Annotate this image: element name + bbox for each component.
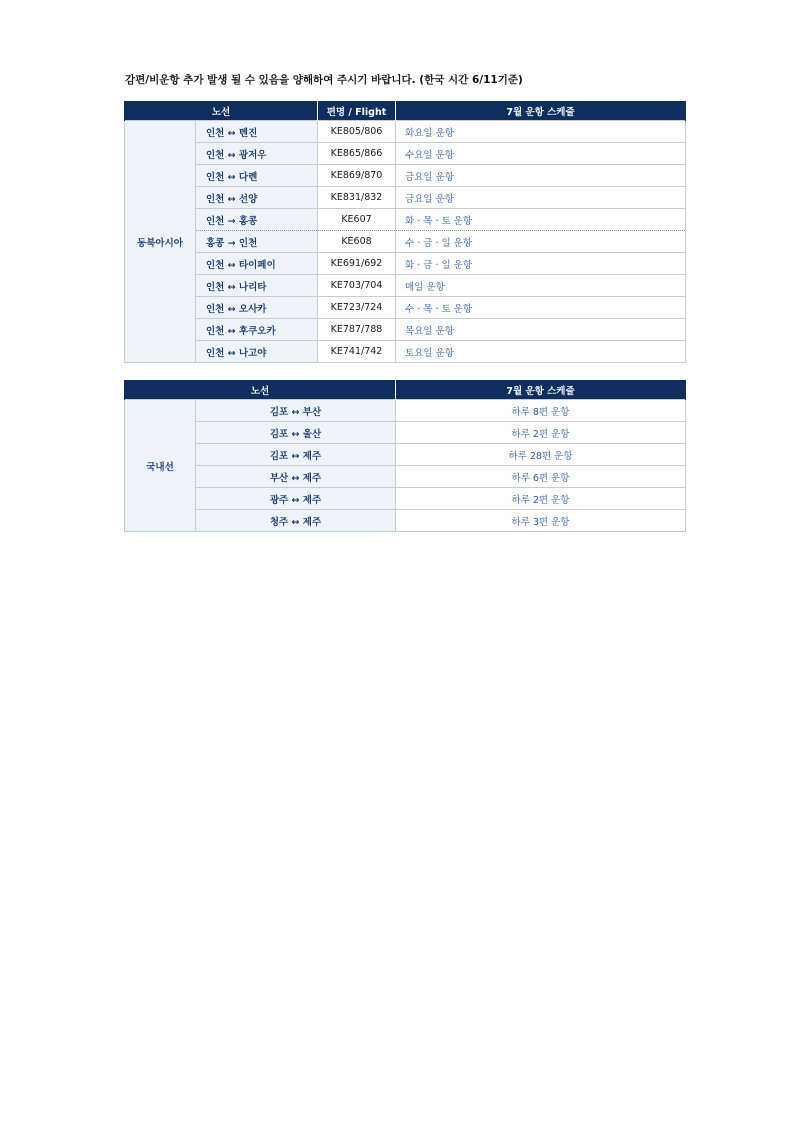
flight-cell: KE805/806 — [318, 121, 396, 143]
flight-cell: KE723/724 — [318, 297, 396, 319]
table-row — [125, 341, 686, 363]
table-row — [125, 121, 686, 143]
flight-cell: KE607 — [318, 209, 396, 231]
route-cell: 홍콩 → 인천 — [196, 231, 318, 253]
table-row — [125, 510, 686, 532]
region-cell: 국내선 — [125, 400, 196, 532]
notice-text: 감편/비운항 추가 발생 될 수 있음을 양해하여 주시기 바랍니다. (한국 시간 6/11기준) — [125, 74, 523, 86]
table-row — [125, 187, 686, 209]
schedule-cell: 수 · 금 · 일 운항 — [396, 231, 686, 253]
route-cell: 청주 ↔ 제주 — [196, 510, 396, 532]
route-cell: 김포 ↔ 부산 — [196, 400, 396, 422]
schedule-cell: 화 · 금 · 일 운항 — [396, 253, 686, 275]
route-cell: 인천 ↔ 타이페이 — [196, 253, 318, 275]
route-cell: 인천 ↔ 광저우 — [196, 143, 318, 165]
flight-cell: KE608 — [318, 231, 396, 253]
flight-cell: KE865/866 — [318, 143, 396, 165]
route-cell: 인천 ↔ 나고야 — [196, 341, 318, 363]
schedule-cell: 화 · 목 · 토 운항 — [396, 209, 686, 231]
route-cell: 인천 ↔ 후쿠오카 — [196, 319, 318, 341]
route-cell: 인천 ↔ 선양 — [196, 187, 318, 209]
international-schedule-table — [124, 101, 686, 363]
table-header-row — [125, 101, 686, 121]
table-row — [125, 488, 686, 510]
schedule-cell: 하루 6편 운항 — [396, 466, 686, 488]
table-row — [125, 231, 686, 253]
route-cell: 광주 ↔ 제주 — [196, 488, 396, 510]
schedule-cell: 하루 3편 운항 — [396, 510, 686, 532]
header-route: 노선 — [125, 380, 396, 400]
route-cell: 인천 → 홍콩 — [196, 209, 318, 231]
schedule-cell: 목요일 운항 — [396, 319, 686, 341]
flight-cell: KE741/742 — [318, 341, 396, 363]
schedule-cell: 화요일 운항 — [396, 121, 686, 143]
schedule-cell: 토요일 운항 — [396, 341, 686, 363]
table-row — [125, 444, 686, 466]
route-cell: 부산 ↔ 제주 — [196, 466, 396, 488]
schedule-cell: 하루 28편 운항 — [396, 444, 686, 466]
table-row — [125, 253, 686, 275]
schedule-cell: 수 · 목 · 토 운항 — [396, 297, 686, 319]
table-row — [125, 143, 686, 165]
flight-cell: KE703/704 — [318, 275, 396, 297]
route-cell: 김포 ↔ 울산 — [196, 422, 396, 444]
route-cell: 인천 ↔ 다롄 — [196, 165, 318, 187]
schedule-cell: 금요일 운항 — [396, 165, 686, 187]
flight-cell: KE691/692 — [318, 253, 396, 275]
table-row — [125, 275, 686, 297]
header-route: 노선 — [125, 101, 318, 121]
schedule-cell: 금요일 운항 — [396, 187, 686, 209]
flight-cell: KE869/870 — [318, 165, 396, 187]
table-row — [125, 297, 686, 319]
table-row — [125, 209, 686, 231]
region-cell: 동북아시아 — [125, 121, 196, 363]
route-cell: 인천 ↔ 톈진 — [196, 121, 318, 143]
route-cell: 인천 ↔ 나리타 — [196, 275, 318, 297]
schedule-cell: 수요일 운항 — [396, 143, 686, 165]
table-row — [125, 319, 686, 341]
table-row — [125, 466, 686, 488]
flight-cell: KE831/832 — [318, 187, 396, 209]
route-cell: 인천 ↔ 오사카 — [196, 297, 318, 319]
table-row — [125, 400, 686, 422]
flight-cell: KE787/788 — [318, 319, 396, 341]
table-row — [125, 165, 686, 187]
schedule-cell: 하루 8편 운항 — [396, 400, 686, 422]
route-cell: 김포 ↔ 제주 — [196, 444, 396, 466]
header-schedule: 7월 운항 스케줄 — [396, 380, 686, 400]
domestic-schedule-table — [124, 380, 686, 532]
header-flight: 편명 / Flight — [318, 101, 396, 121]
table-row — [125, 422, 686, 444]
schedule-cell: 하루 2편 운항 — [396, 488, 686, 510]
schedule-cell: 하루 2편 운항 — [396, 422, 686, 444]
table-header-row — [125, 380, 686, 400]
schedule-cell: 매일 운항 — [396, 275, 686, 297]
header-schedule: 7월 운항 스케줄 — [396, 101, 686, 121]
